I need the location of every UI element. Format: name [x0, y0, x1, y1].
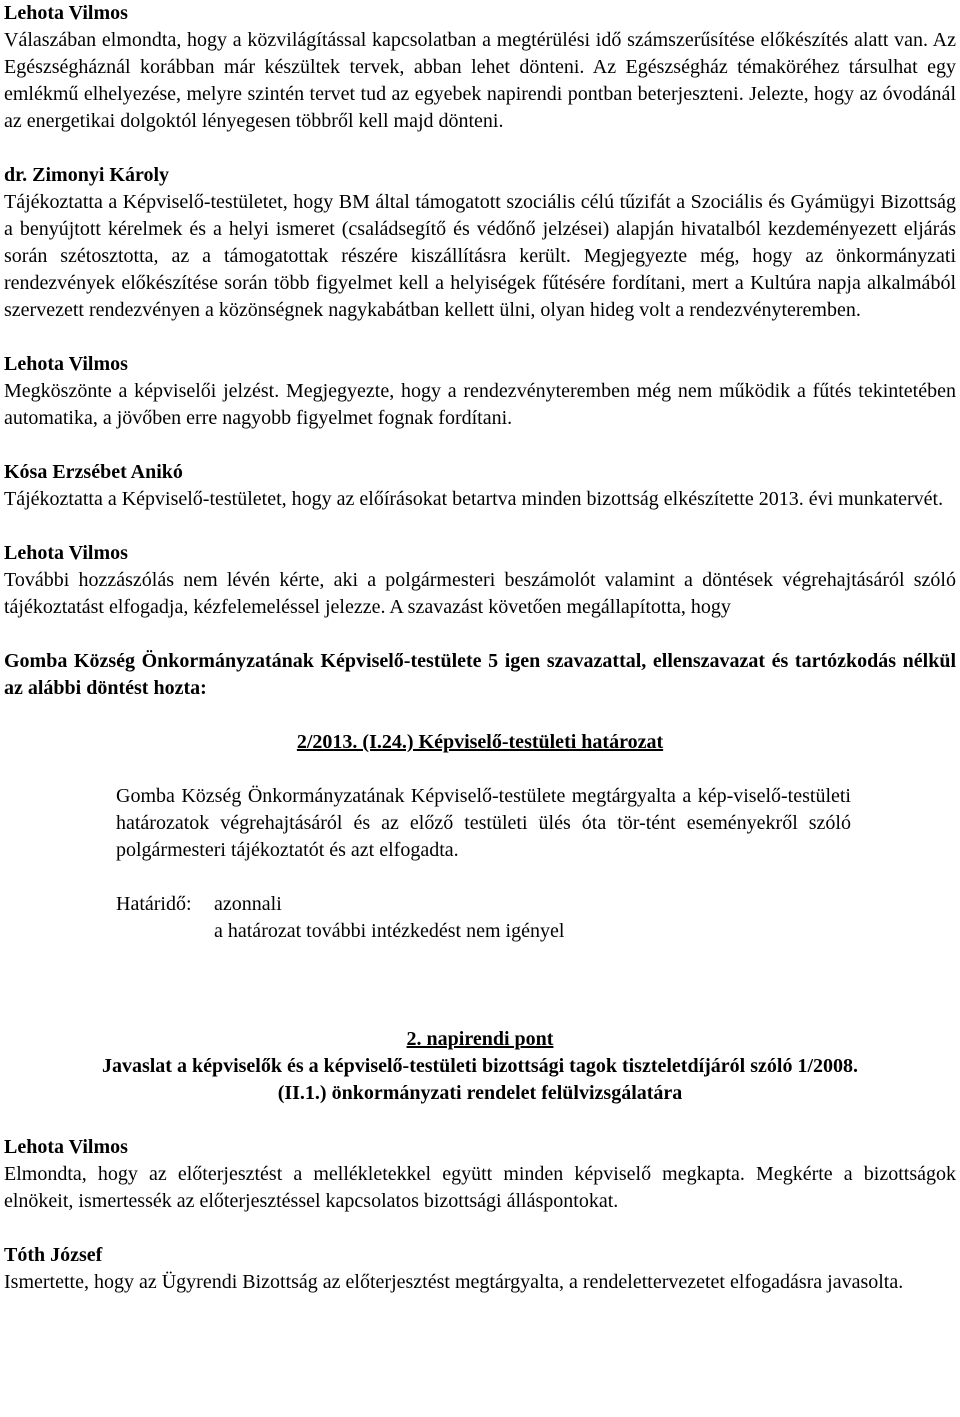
speech-text: Válaszában elmondta, hogy a közvilágítással kapcsolatban a megtérülési idő számszerűsítése előkészítés alatt van. Az Egészségháznál korábban már készültek tervek, abban lehet dönteni. Az Egészségház témaköréhez társulhat egy emlékmű elhelyezése, melyre szintén tervet tud az egyebek napirendi pontban beterjeszteni. Jelezte, hogy az óvodánál az energetikai dolgoktól lényegesen többről kell majd dönteni. [4, 29, 956, 132]
speaker-name: Kósa Erzsébet Anikó [4, 461, 183, 483]
vote-block [4, 648, 956, 702]
agenda-title-line2: (II.1.) önkormányzati rendelet felülvizsgálatára [277, 1082, 683, 1104]
speaker-name: Tóth József [4, 1244, 103, 1266]
speech-text: Elmondta, hogy az előterjesztést a mellékletekkel együtt minden képviselő megkapta. Megkérte a bizottságok elnökeit, ismertessék az előterjesztéssel kapcsolatos bizottsági álláspontokat. [4, 1163, 956, 1212]
speaker-name: Lehota Vilmos [4, 542, 128, 564]
deadline-label: Határidő: [116, 893, 192, 915]
agenda-title-line1: Javaslat a képviselők és a képviselő-testületi bizottsági tagok tiszteletdíjáról szóló 1/2008. [101, 1055, 859, 1077]
speech-text: Tájékoztatta a Képviselő-testületet, hogy BM által támogatott szociális célú tűzifát a Szociális és Gyámügyi Bizottság a benyújtott kérelmek és a helyi ismeret (családsegítő és védőnő jelzései) alapján hivatalból kezdeményezett eljárás során szétosztotta, az a támogatottak részére kiszállításra került. Megjegyezte még, hogy az önkormányzati rendezvények előkészítése során több figyelmet kell a helyiségek fűtésére fordítani, mert a Kultúra napja alkalmából szervezett rendezvényen a közönségnek nagykabátban kellett ülni, olyan hideg volt a rendezvényteremben. [4, 191, 956, 321]
speaker-name: Lehota Vilmos [4, 353, 128, 375]
speaker-name: Lehota Vilmos [4, 1136, 128, 1158]
speech-text: További hozzászólás nem lévén kérte, aki a polgármesteri beszámolót valamint a döntések végrehajtásáról szóló tájékoztatást elfogadja, kézfelemeléssel jelezze. A szavazást követően megállapította, hogy [4, 569, 956, 618]
resolution-body: Gomba Község Önkormányzatának Képviselő-testülete megtárgyalta a kép-viselő-testületi határozatok végrehajtásáról és az előző testületi ülés óta tör-tént eseményekről szóló polgármesteri tájékoztatót és azt elfogadta. [116, 785, 851, 861]
speech-block [4, 459, 956, 513]
resolution-deadline [116, 891, 956, 945]
speech-block [4, 351, 956, 432]
speaker-name: Lehota Vilmos [4, 2, 128, 24]
vote-statement: Gomba Község Önkormányzatának Képviselő-testülete 5 igen szavazattal, ellenszavazat és tartózkodás nélkül az alábbi döntést hozta: [4, 650, 956, 699]
resolution-title: 2/2013. (I.24.) Képviselő-testületi határozat [296, 731, 664, 753]
speech-text: Ismertette, hogy az Ügyrendi Bizottság az előterjesztést megtárgyalta, a rendelettervezetet elfogadásra javasolta. [4, 1271, 904, 1293]
deadline-value: azonnali [214, 893, 282, 915]
resolution-title-block [4, 729, 956, 756]
speech-block [4, 0, 956, 135]
deadline-values [214, 891, 564, 945]
agenda-block [4, 1026, 956, 1107]
speech-block [4, 1134, 956, 1215]
speaker-name: dr. Zimonyi Károly [4, 164, 170, 186]
speech-text: Megköszönte a képviselői jelzést. Megjegyezte, hogy a rendezvényteremben még nem működik a fűtés tekintetében automatika, a jövőben erre nagyobb figyelmet fognak fordítani. [4, 380, 956, 429]
resolution-body-block [4, 783, 956, 864]
speech-block [4, 540, 956, 621]
speech-block [4, 162, 956, 324]
agenda-number: 2. napirendi pont [406, 1028, 554, 1050]
speech-block [4, 1242, 956, 1296]
deadline-note: a határozat további intézkedést nem igényel [214, 920, 565, 942]
speech-text: Tájékoztatta a Képviselő-testületet, hogy az előírásokat betartva minden bizottság elkészítette 2013. évi munkatervét. [4, 488, 944, 510]
